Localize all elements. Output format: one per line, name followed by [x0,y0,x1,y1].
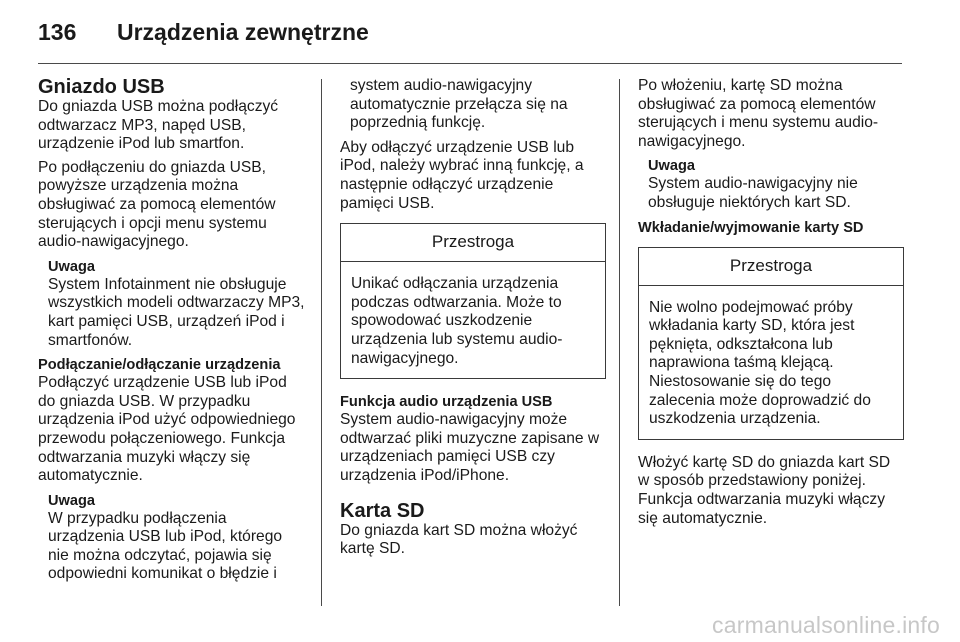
caution-box [340,223,606,379]
header-rule [38,63,902,64]
note-block [648,157,904,212]
page-header-title: Urządzenia zewnętrzne [117,19,369,45]
paragraph: Aby odłączyć urządzenie USB lub iPod, należy wybrać inną funkcję, a następnie odłączyć urządzenie pamięci USB. [340,138,584,212]
note-block [48,258,306,350]
page-number: 136 [38,19,77,45]
note-text: W przypadku podłączenia urządzenia USB lub iPod, którego nie można odczytać, pojawia się odpowiedni komunikat o błędzie i [48,509,283,583]
caution-text: Unikać odłączania urządzenia podczas odtwarzania. Może to spowodować uszkodzenie urządzenia lub systemu audio-nawigacyjnego. [351,275,563,367]
subheading: Podłączanie/odłączanie urządzenia [38,357,281,374]
note-text: System audio-nawigacyjny nie obsługuje niektórych kart SD. [648,175,858,211]
column-divider-1 [321,79,322,606]
note-title: Uwaga [48,258,96,275]
column-divider-2 [619,79,620,606]
section-heading-sd: Karta SD [340,499,425,522]
column-3 [638,77,904,533]
note-text: System Infotainment nie obsługuje wszystkich modeli odtwarzaczy MP3, kart pamięci USB, urządzeń iPod i smartfonów. [48,275,305,349]
watermark: carmanualsonline.info [712,612,940,638]
note-continuation: system audio-nawigacyjny automatycznie przełącza się na poprzednią funkcję. [350,77,568,132]
column-2 [340,77,606,564]
paragraph: Do gniazda USB można podłączyć odtwarzacz MP3, napęd USB, urządzenie iPod lub smartfon. [38,98,279,153]
caution-title: Przestroga [639,248,903,286]
subheading: Wkładanie/wyjmowanie karty SD [638,219,864,236]
paragraph: Po włożeniu, kartę SD można obsługiwać za pomocą elementów sterujących i menu systemu audio-nawigacyjnego. [638,77,879,150]
section-heading-usb: Gniazdo USB [38,76,165,98]
caution-title: Przestroga [341,224,605,262]
note-block [48,492,306,584]
column-1 [38,76,306,590]
paragraph: Po podłączeniu do gniazda USB, powyższe urządzenia można obsługiwać za pomocą elementów sterujących i opcji menu systemu audio-nawigacyjnego. [38,158,276,251]
paragraph: System audio-nawigacyjny może odtwarzać pliki muzyczne zapisane w urządzeniach pamięci USB czy urządzenia iPod/iPhone. [340,411,600,484]
note-title: Uwaga [48,492,96,509]
note-title: Uwaga [648,158,696,175]
paragraph: Do gniazda kart SD można włożyć kartę SD. [340,521,578,558]
paragraph: Włożyć kartę SD do gniazda kart SD w sposób przedstawiony poniżej. Funkcja odtwarzania muzyki włączy się automatycznie. [638,453,891,527]
caution-box [638,247,904,440]
paragraph: Podłączyć urządzenie USB lub iPod do gniazda USB. W przypadku urządzenia iPod użyć odpowiedniego przewodu połączeniowego. Funkcja odtwarzania muzyki włączy się automatycznie. [38,374,296,485]
caution-text: Nie wolno podejmować próby wkładania karty SD, która jest pęknięta, odkształcona lub naprawiona taśmą klejącą. Niestosowanie się do tego zalecenia może doprowadzić do uszkodzenia urządzenia. [649,298,871,428]
subheading: Funkcja audio urządzenia USB [340,394,553,411]
